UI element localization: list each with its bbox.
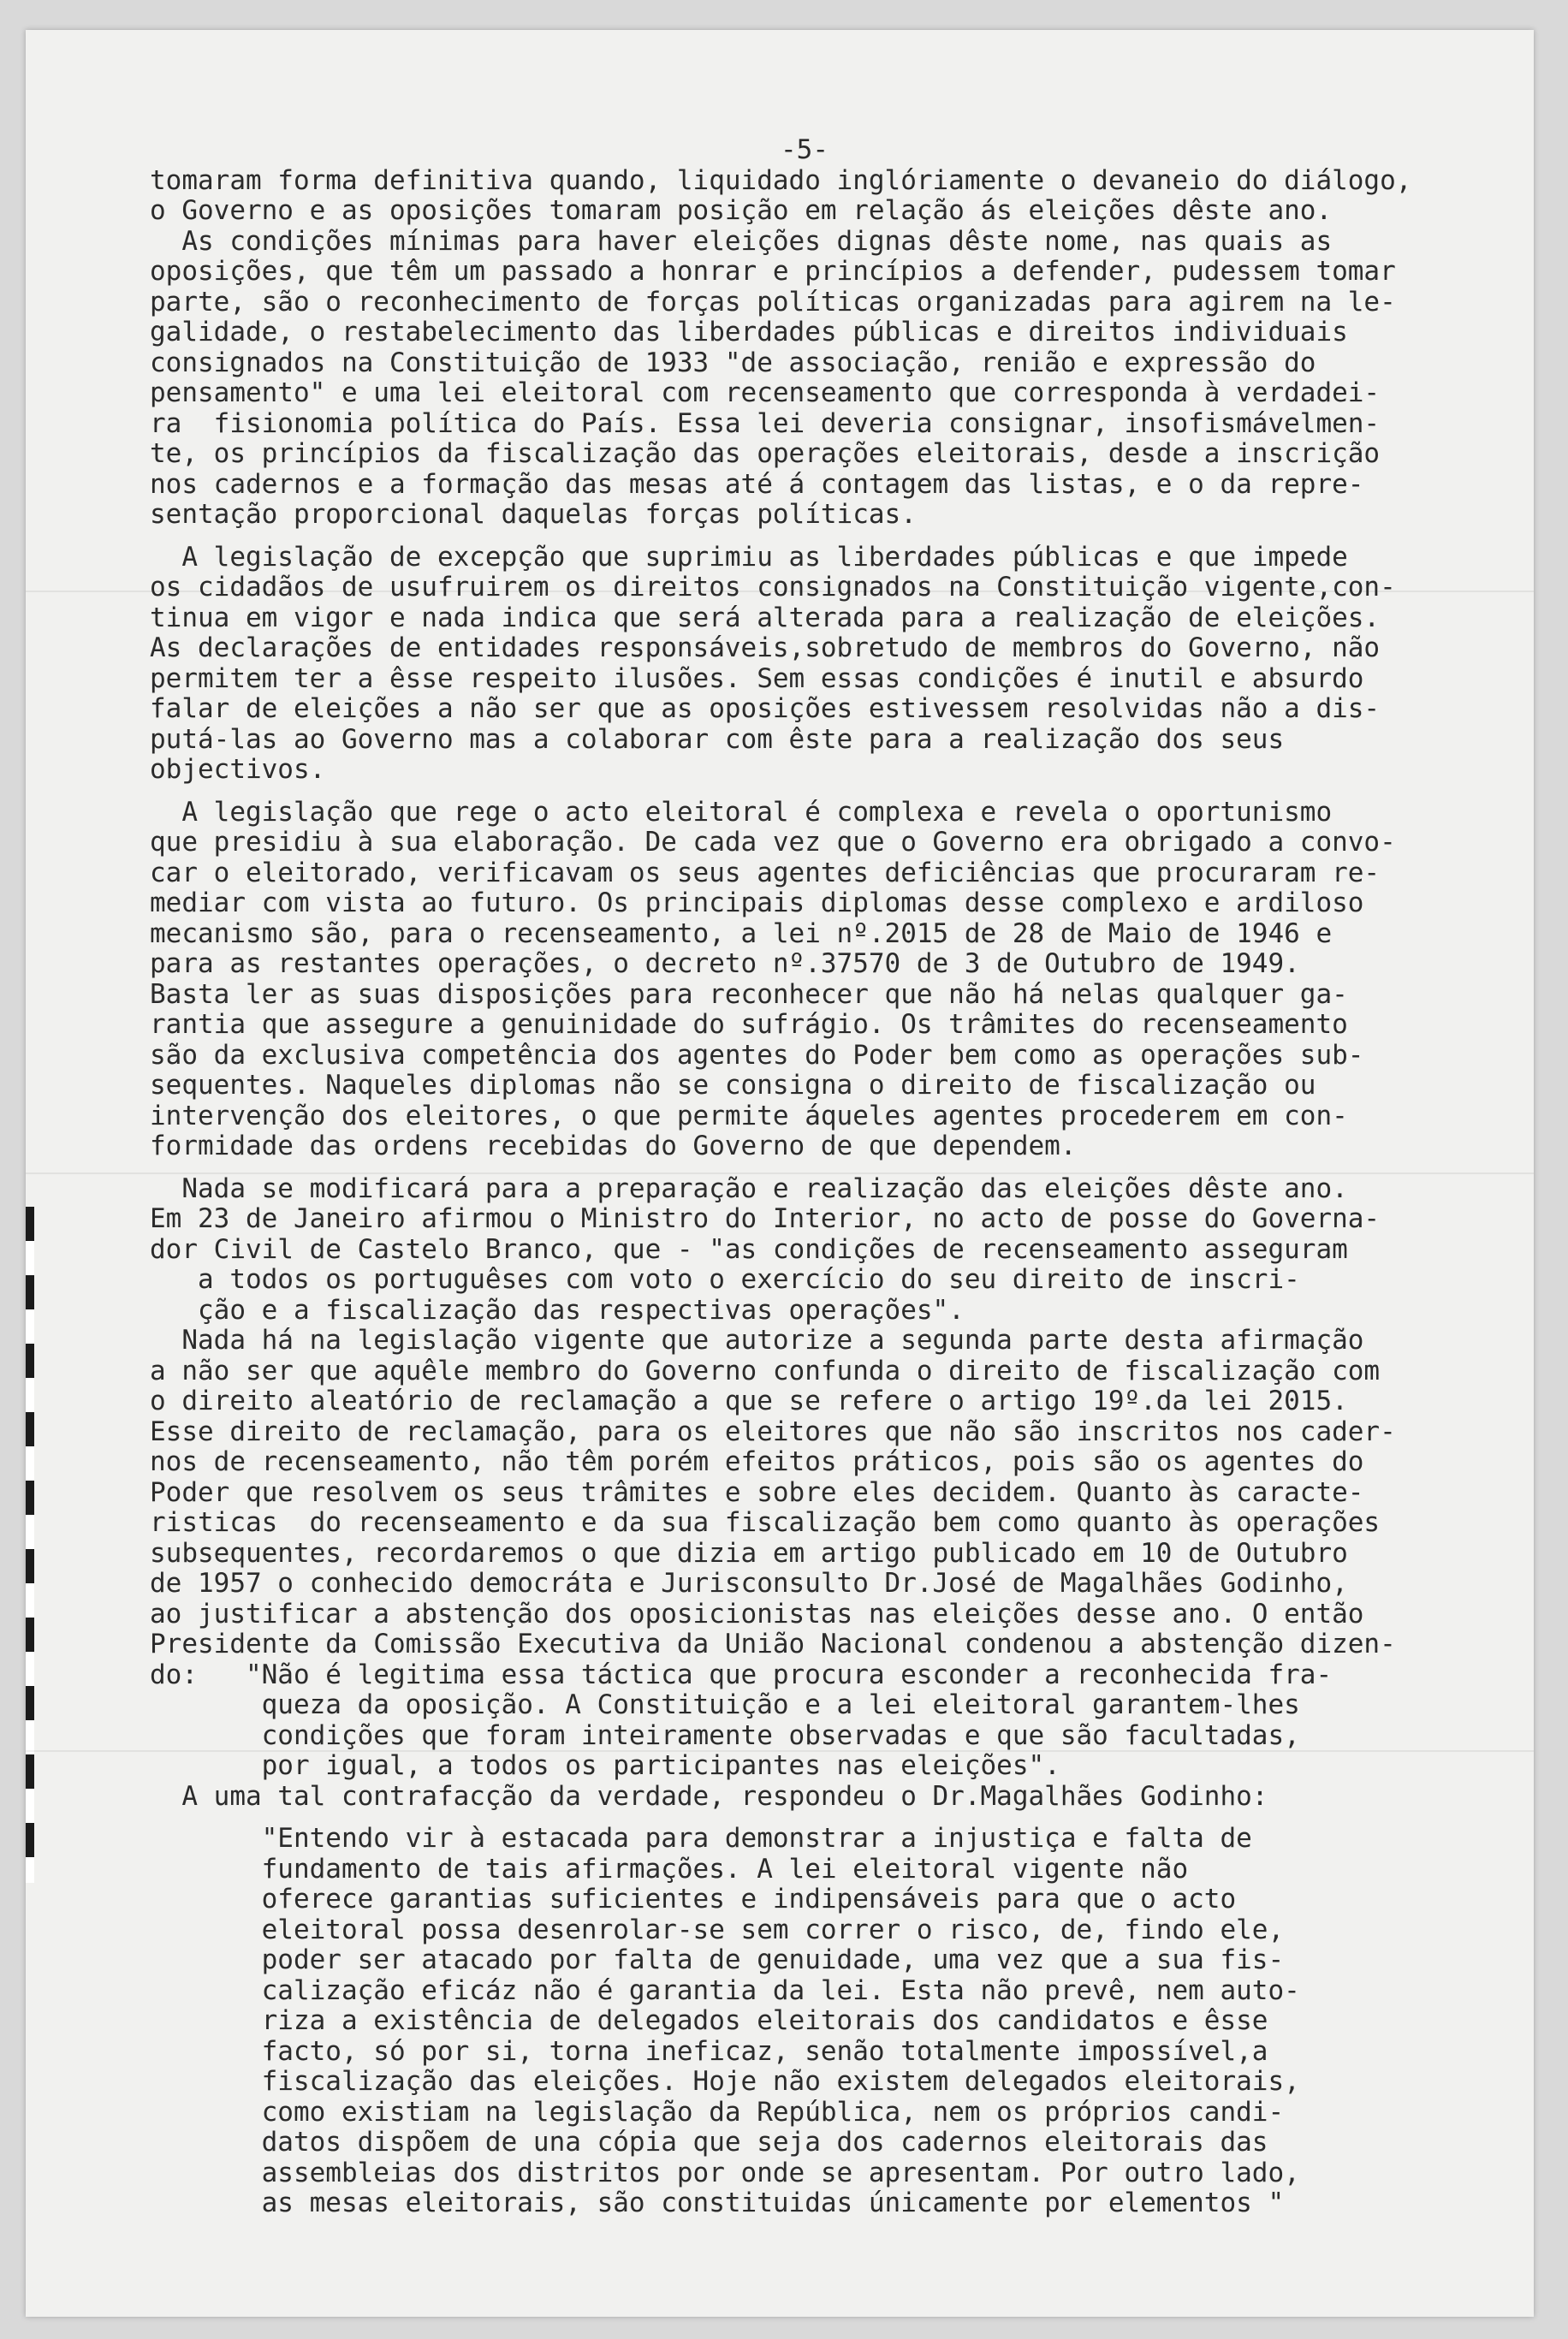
text-line: queza da oposição. A Constituição e a lei eleitoral garantem-lhes xyxy=(150,1689,1300,1720)
text-line: parte, são o reconhecimento de forças políticas organizadas para agirem na le- xyxy=(150,286,1396,318)
text-line: tomaram forma definitiva quando, liquidado inglóriamente o devaneio do diálogo, xyxy=(150,164,1412,196)
text-line: assembleias dos distritos por onde se apresentam. Por outro lado, xyxy=(150,2157,1300,2188)
text-line: mediar com vista ao futuro. Os principais diplomas desse complexo e ardiloso xyxy=(150,888,1364,918)
text-line: As declarações de entidades responsáveis,sobretudo de membros do Governo, não xyxy=(150,632,1381,663)
text-line: ção e a fiscalização das respectivas operações". xyxy=(150,1294,965,1326)
text-line: putá-las ao Governo mas a colaborar com êste para a realização dos seus xyxy=(150,723,1285,755)
text-line: condições que foram inteiramente observadas e que são facultadas, xyxy=(150,1719,1300,1751)
text-line: sentação proporcional daquelas forças políticas. xyxy=(150,499,917,530)
text-line: subsequentes, recordaremos o que dizia em artigo publicado em 10 de Outubro xyxy=(150,1537,1348,1569)
text-line: A uma tal contrafacção da verdade, respondeu o Dr.Magalhães Godinho: xyxy=(150,1780,1268,1812)
text-line: oferece garantias suficientes e indipensáveis para que o acto xyxy=(150,1884,1237,1915)
text-line: permitem ter a êsse respeito ilusões. Sem essas condições é inutil e absurdo xyxy=(150,662,1364,694)
text-line: o direito aleatório de reclamação a que se refere o artigo 19º.da lei 2015. xyxy=(150,1386,1348,1416)
page-number: -5- xyxy=(781,134,829,165)
text-line: ra fisionomia política do País. Essa lei deveria consignar, insofismávelmen- xyxy=(150,407,1381,439)
text-line: ao justificar a abstenção dos oposicionistas nas eleições desse ano. O então xyxy=(150,1598,1364,1630)
text-line: são da exclusiva competência dos agentes do Poder bem como as operações sub- xyxy=(150,1039,1364,1071)
text-line: calização eficáz não é garantia da lei. Esta não prevê, nem auto- xyxy=(150,1974,1300,2006)
paragraph-gap xyxy=(150,1812,1511,1824)
text-line: datos dispõem de una cópia que seja dos cadernos eleitorais das xyxy=(150,2127,1268,2158)
text-line: por igual, a todos os participantes nas eleições". xyxy=(150,1750,1060,1781)
paragraph-block xyxy=(150,166,1511,531)
text-line: galidade, o restabelecimento das liberdades públicas e direitos individuais xyxy=(150,317,1348,347)
text-line: te, os princípios da fiscalização das operações eleitorais, desde a inscrição xyxy=(150,438,1381,469)
text-line: Em 23 de Janeiro afirmou o Ministro do Interior, no acto de posse do Governa- xyxy=(150,1203,1381,1234)
text-line: de 1957 o conhecido democráta e Jurisconsulto Dr.José de Magalhães Godinho, xyxy=(150,1568,1348,1599)
text-line: Esse direito de reclamação, para os eleitores que não são inscritos nos cader- xyxy=(150,1416,1396,1447)
text-line: poder ser atacado por falta de genuidade, uma vez que a sua fis- xyxy=(150,1944,1285,1975)
text-line: As condições mínimas para haver eleições dignas dêste nome, nas quais as xyxy=(150,225,1333,257)
text-line: como existiam na legislação da República, nem os próprios candi- xyxy=(150,2096,1285,2128)
text-line: falar de eleições a não ser que as oposições estivessem resolvidas não a dis- xyxy=(150,693,1381,724)
text-line: pensamento" e uma lei eleitoral com recenseamento que corresponda à verdadei- xyxy=(150,377,1381,408)
text-line: formidade das ordens recebidas do Governo de que dependem. xyxy=(150,1131,1077,1161)
paragraph-block xyxy=(150,798,1511,1162)
text-line: nos de recenseamento, não têm porém efeitos práticos, pois são os agentes do xyxy=(150,1446,1364,1477)
text-line: a todos os portuguêses com voto o exercício do seu direito de inscri- xyxy=(150,1264,1300,1295)
document-page xyxy=(26,30,1534,2317)
text-line: as mesas eleitorais, são constituidas únicamente por elementos " xyxy=(150,2188,1285,2218)
text-line: "Entendo vir à estacada para demonstrar a injustiça e falta de xyxy=(150,1823,1252,1854)
document-body xyxy=(150,135,1511,2219)
text-line: A legislação de excepção que suprimiu as liberdades públicas e que impede xyxy=(150,541,1348,573)
text-line: tinua em vigor e nada indica que será alterada para a realização de eleições. xyxy=(150,602,1381,633)
text-line: riza a existência de delegados eleitorais dos candidatos e êsse xyxy=(150,2005,1268,2036)
text-line: dor Civil de Castelo Branco, que - "as condições de recenseamento asseguram xyxy=(150,1233,1348,1265)
text-line: fundamento de tais afirmações. A lei eleitoral vigente não xyxy=(150,1853,1189,1885)
text-line: a não ser que aquêle membro do Governo confunda o direito de fiscalização com xyxy=(150,1355,1381,1386)
text-line: para as restantes operações, o decreto nº.37570 de 3 de Outubro de 1949. xyxy=(150,948,1300,979)
paragraph-block xyxy=(150,1174,1511,1813)
text-line: facto, só por si, torna ineficaz, senão totalmente impossível,a xyxy=(150,2035,1268,2067)
text-line: do: "Não é legitima essa táctica que procura esconder a reconhecida fra- xyxy=(150,1659,1333,1690)
text-line: consignados na Constituição de 1933 "de associação, renião e expressão do xyxy=(150,347,1316,378)
text-line: oposições, que têm um passado a honrar e princípios a defender, pudessem tomar xyxy=(150,256,1396,287)
text-line: que presidiu à sua elaboração. De cada vez que o Governo era obrigado a convo- xyxy=(150,827,1396,858)
text-line: sequentes. Naqueles diplomas não se consigna o direito de fiscalização ou xyxy=(150,1070,1316,1101)
text-line: Presidente da Comissão Executiva da União Nacional condenou a abstenção dizen- xyxy=(150,1629,1396,1659)
paragraph-block xyxy=(150,1824,1511,2219)
text-line: risticas do recenseamento e da sua fiscalização bem como quanto às operações xyxy=(150,1507,1381,1538)
text-line: os cidadãos de usufruirem os direitos consignados na Constituição vigente,con- xyxy=(150,572,1396,603)
text-line: Nada há na legislação vigente que autorize a segunda parte desta afirmação xyxy=(150,1325,1364,1356)
text-line: Basta ler as suas disposições para reconhecer que não há nelas qualquer ga- xyxy=(150,978,1348,1010)
text-line: mecanismo são, para o recenseamento, a lei nº.2015 de 28 de Maio de 1946 e xyxy=(150,917,1333,949)
text-line: o Governo e as oposições tomaram posição em relação ás eleições dêste ano. xyxy=(150,195,1333,226)
text-line: fiscalização das eleições. Hoje não existem delegados eleitorais, xyxy=(150,2066,1300,2097)
text-line: A legislação que rege o acto eleitoral é complexa e revela o oportunismo xyxy=(150,796,1333,828)
text-line: intervenção dos eleitores, o que permite áqueles agentes procederem em con- xyxy=(150,1100,1348,1131)
paragraph-gap xyxy=(150,531,1511,543)
text-line: Nada se modificará para a preparação e realização das eleições dêste ano. xyxy=(150,1172,1348,1204)
text-line: rantia que assegure a genuinidade do sufrágio. Os trâmites do recenseamento xyxy=(150,1009,1348,1040)
scan-calibration-strip xyxy=(26,1207,34,1883)
paragraph-block xyxy=(150,543,1511,786)
text-line: car o eleitorado, verificavam os seus agentes deficiências que procuraram re- xyxy=(150,857,1381,888)
text-line: nos cadernos e a formação das mesas até á contagem das listas, e o da repre- xyxy=(150,468,1364,500)
paragraph-gap xyxy=(150,786,1511,798)
text-line: objectivos. xyxy=(150,754,326,785)
text-line: Poder que resolvem os seus trâmites e sobre eles decidem. Quanto às caracte- xyxy=(150,1476,1364,1508)
paragraph-gap xyxy=(150,1162,1511,1174)
text-line: eleitoral possa desenrolar-se sem correr o risco, de, findo ele, xyxy=(150,1914,1285,1945)
